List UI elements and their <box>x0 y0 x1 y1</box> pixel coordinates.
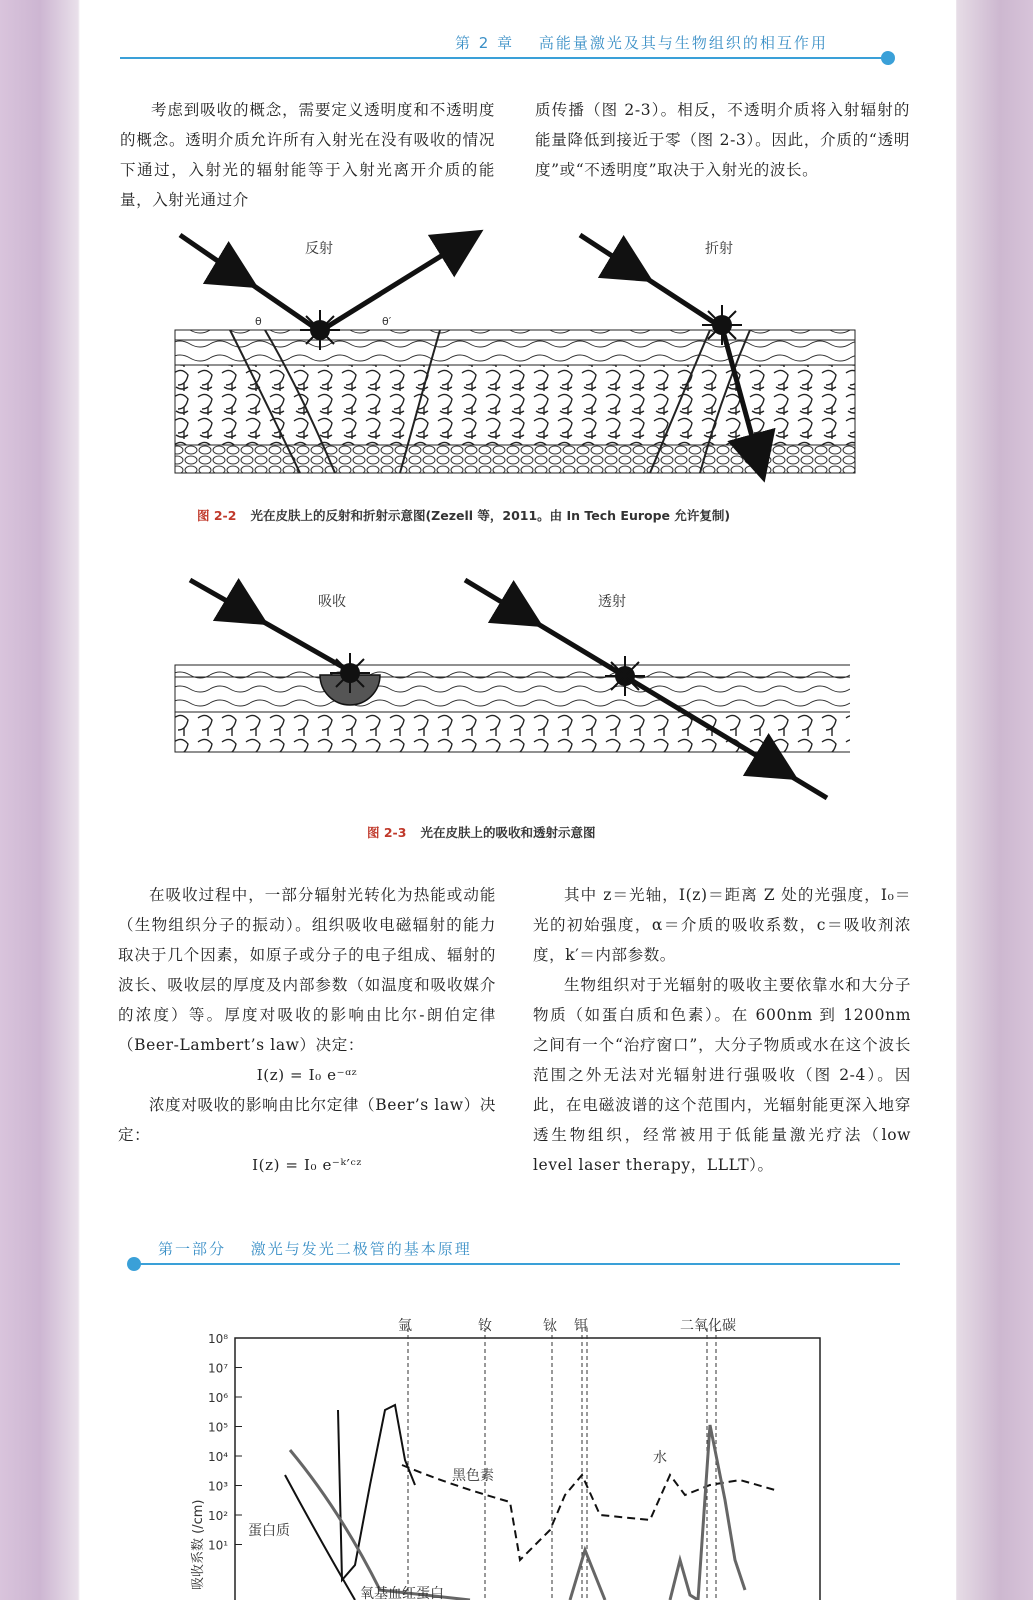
label-refract: 折射 <box>705 241 733 257</box>
series-label-protein: 蛋白质 <box>248 1523 290 1539</box>
paragraph-transparency-right: 质传播（图 2-3）。相反，不透明介质将入射辐射的能量降低到接近于零（图 2-3）。因此，介质的“透明度”或“不透明度”取决于入射光的波长。 <box>535 101 910 179</box>
paragraph-variables: 其中 z＝光轴，I(z)＝距离 Z 处的光强度，I₀＝光的初始强度，α＝介质的吸收系数，c＝吸收剂浓度，k′＝内部参数。 <box>533 886 911 964</box>
marker-nd: 钕 <box>478 1318 492 1334</box>
figure-2-2 <box>170 225 870 485</box>
series-label-oxyhemoglobin: 氧基血红蛋白 <box>360 1586 444 1600</box>
series-hemoglobin-line <box>338 1405 415 1580</box>
marker-er: 铒 <box>574 1318 588 1334</box>
incident-arrowhead <box>245 280 250 283</box>
part-header <box>158 1238 472 1259</box>
left-column-absorption <box>118 880 496 1180</box>
paragraph-therapeutic-window: 生物组织对于光辐射的吸收主要依靠水和大分子物质（如蛋白质和色素）。在 600nm 到 1200nm 之间有一个“治疗窗口”，大分子物质或水在这个波长范围之外无法对光辐射进行强吸收（图 2-4）。因此，在电磁波谱的这个范围内，光辐射能更深入地穿透生物组织，经常被用于低能量激光疗法（low level laser therapy，LLLT）。 <box>533 976 911 1174</box>
y-tick-label: 10⁴ <box>208 1450 229 1464</box>
impact-burst-transmit <box>605 656 645 696</box>
series-water-line <box>290 1425 745 1600</box>
figure-2-3 <box>170 570 850 805</box>
caption-number-2-3: 图 2-3 <box>367 825 407 840</box>
y-tick-label: 10¹ <box>208 1538 229 1553</box>
wavelength-markers <box>408 1328 716 1600</box>
chart-frame <box>235 1338 820 1600</box>
caption-figure-2-3 <box>367 823 595 841</box>
incident-arrowhead-4 <box>530 619 535 622</box>
caption-figure-2-2 <box>197 506 730 524</box>
label-transmit: 透射 <box>598 594 626 610</box>
caption-text-2-2: 光在皮肤上的反射和折射示意图(Zezell 等，2011。由 In Tech Europe 允许复制) <box>250 508 731 523</box>
marker-ho: 钬 <box>543 1318 557 1334</box>
marker-co2: 二氧化碳 <box>680 1318 736 1334</box>
series-label-melanin: 黑色素 <box>452 1468 494 1484</box>
y-axis-label: 吸收系数 (/cm) <box>191 1499 206 1590</box>
equation-beer-lambert: I(z) = I₀ e⁻ᵅᶻ <box>256 1066 358 1084</box>
incident-arrowhead-3 <box>255 617 260 620</box>
marker-argon: 氩 <box>398 1318 412 1334</box>
chapter-number: 第 2 章 <box>455 34 515 52</box>
impact-burst-absorb <box>330 653 370 693</box>
equation-beer: I(z) = I₀ e⁻ᵏ′ᶜᶻ <box>252 1156 362 1174</box>
series-label-water: 水 <box>653 1450 667 1466</box>
label-reflect: 反射 <box>305 241 333 257</box>
chapter-title: 高能量激光及其与生物组织的相互作用 <box>538 34 828 52</box>
angle-theta-prime: θ′ <box>382 315 392 328</box>
label-absorb: 吸收 <box>318 594 346 610</box>
y-tick-label: 10⁸ <box>208 1332 229 1346</box>
paragraph-beer-law: 浓度对吸收的影响由比尔定律（Beer’s law）决定： <box>118 1096 496 1144</box>
skin-diagram-2-2 <box>175 330 855 473</box>
impact-burst-refract <box>702 305 742 345</box>
running-header <box>455 32 828 53</box>
y-tick-label: 10⁷ <box>208 1361 229 1376</box>
paragraph-absorption: 在吸收过程中，一部分辐射光转化为热能或动能（生物组织分子的振动）。组织吸收电磁辐射的能力取决于几个因素，如原子或分子的电子组成、辐射的波长、吸收层的厚度及内部参数（如温度和吸收媒介的浓度）等。厚度对吸收的影响由比尔-朗伯定律（Beer-Lambert’s law）决定： <box>118 886 496 1054</box>
incident-ray-refract <box>580 235 718 325</box>
y-tick-label: 10³ <box>208 1479 229 1494</box>
footer-rule <box>134 1263 900 1265</box>
reflected-ray <box>322 235 475 330</box>
caption-text-2-3: 光在皮肤上的吸收和透射示意图 <box>420 825 596 840</box>
skin-diagram-2-3 <box>175 665 850 752</box>
absorption-chart <box>180 1310 860 1600</box>
impact-burst-reflect <box>300 310 340 350</box>
y-tick-label: 10⁶ <box>208 1391 229 1405</box>
incident-arrowhead-2 <box>640 274 645 277</box>
right-column-absorption <box>533 880 911 1180</box>
transmitted-arrowhead <box>770 763 790 775</box>
caption-number-2-2: 图 2-2 <box>197 508 237 523</box>
header-dot <box>881 51 895 65</box>
part-title: 激光与发光二极管的基本原理 <box>250 1240 472 1258</box>
series-protein-line <box>285 1475 355 1600</box>
angle-theta: θ <box>255 315 262 328</box>
paragraph-transparency-left: 考虑到吸收的概念，需要定义透明度和不透明度的概念。透明介质允许所有入射光在没有吸收的情况下通过，入射光的辐射能等于入射光离开介质的能量，入射光通过介 <box>120 101 495 209</box>
y-tick-label: 10² <box>208 1509 229 1523</box>
y-tick-label: 10⁵ <box>208 1420 229 1435</box>
part-number: 第一部分 <box>158 1240 227 1258</box>
y-axis-ticks <box>208 1332 242 1553</box>
header-rule <box>120 57 886 59</box>
